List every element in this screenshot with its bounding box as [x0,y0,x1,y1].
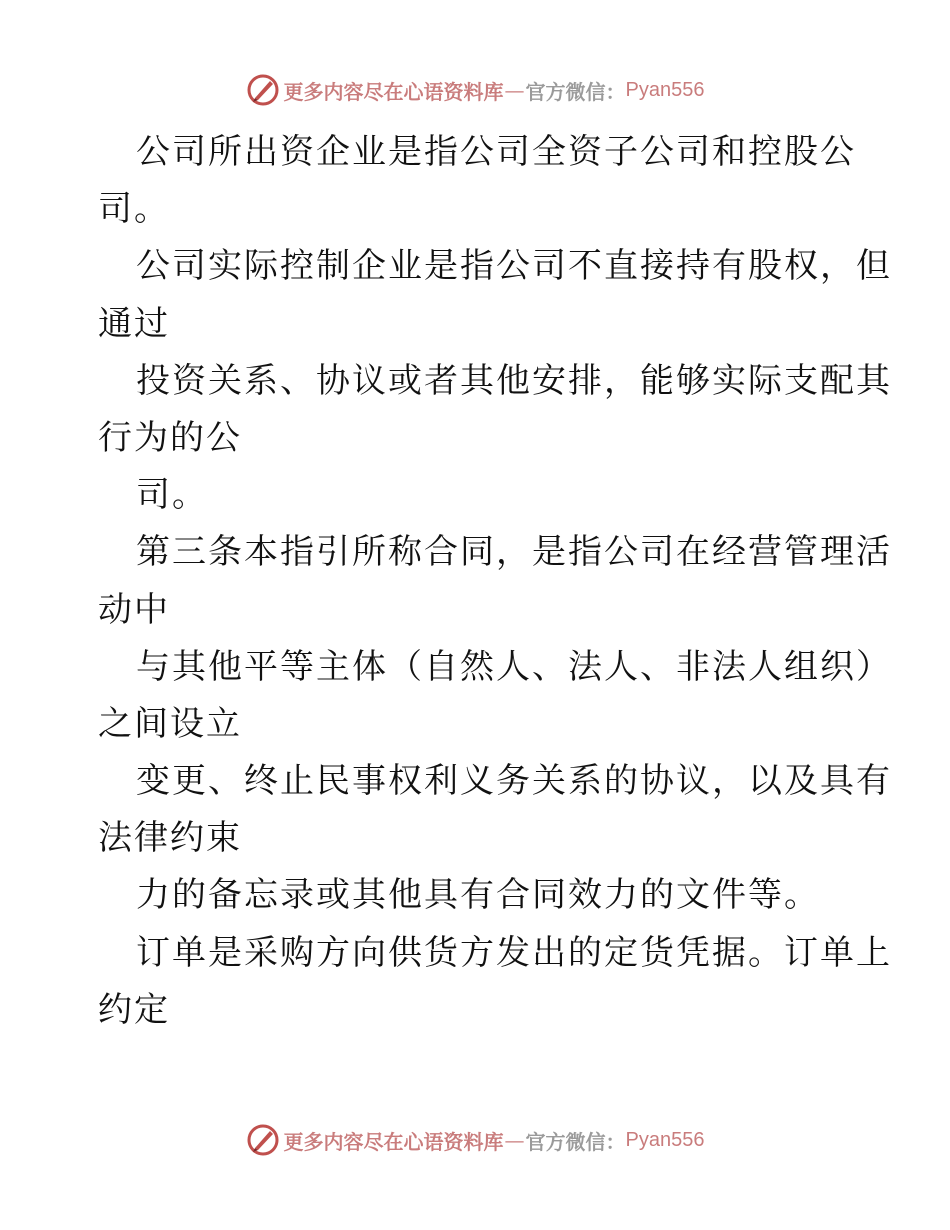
body-line: 订单是采购方向供货方发出的定货凭据。订单上 [136,932,892,973]
body-line: 投资关系、协议或者其他安排，能够实际支配其 [136,360,892,401]
pen-logo-icon [246,1123,280,1157]
body-line: 约定 [98,989,170,1030]
body-line: 动中 [98,589,170,630]
body-line: 通过 [98,303,170,344]
body-line: 第三条本指引所称合同，是指公司在经营管理活 [136,532,892,573]
pen-logo-icon [246,73,280,107]
footer-banner [0,1120,950,1160]
header-dash: — [504,78,525,102]
header-brand-text: 更多内容尽在心语资料库 [283,79,504,104]
body-line: 公司所出资企业是指公司全资子公司和控股公 [136,132,856,172]
footer-wechat-id: Pyan556 [625,1128,705,1151]
footer-dash: — [504,1128,525,1152]
body-line: 力的备忘录或其他具有合同效力的文件等。 [136,875,820,916]
body-line: 法律约束 [98,818,242,859]
body-line: 司。 [136,475,208,516]
header-wechat-id: Pyan556 [625,78,705,101]
document-body [98,124,892,1039]
header-banner [0,70,950,110]
body-line: 与其他平等主体（自然人、法人、非法人组织） [136,646,892,687]
body-line: 之间设立 [98,703,242,744]
body-line: 司。 [98,189,170,230]
footer-wechat-label: 官方微信： [525,1129,626,1154]
footer-brand-text: 更多内容尽在心语资料库 [283,1129,504,1154]
body-line: 公司实际控制企业是指公司不直接持有股权，但 [136,246,892,287]
body-line: 行为的公 [98,417,242,458]
body-line: 变更、终止民事权利义务关系的协议，以及具有 [136,761,892,802]
header-wechat-label: 官方微信： [525,79,626,104]
